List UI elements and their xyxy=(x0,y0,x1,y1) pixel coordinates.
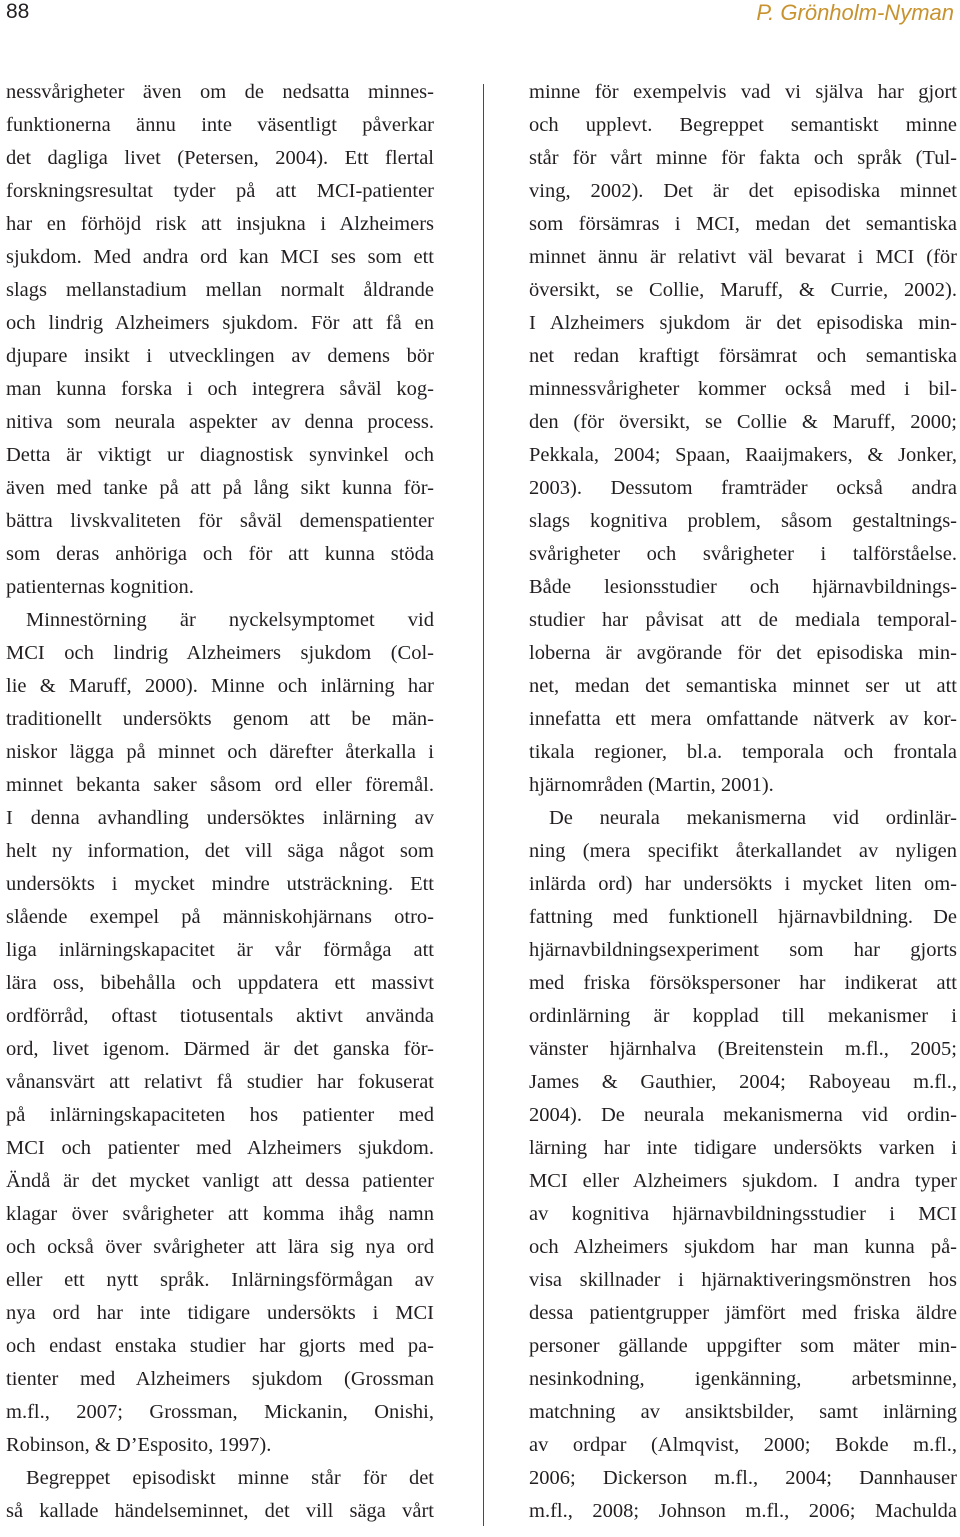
text-line: undersökts i mycket mindre utsträckning. Ett xyxy=(6,873,434,895)
text-line: 2004). De neurala mekanismerna vid ordin- xyxy=(529,1104,957,1126)
text-line: nitiva som neurala aspekter av denna process. xyxy=(6,411,434,433)
text-line: den (för översikt, se Collie & Maruff, 2000; xyxy=(529,411,957,433)
text-line: lära oss, bibehålla och uppdatera ett massivt xyxy=(6,972,434,994)
text-line: MCI och lindrig Alzheimers sjukdom (Col- xyxy=(6,642,434,664)
column-divider xyxy=(483,84,484,1526)
text-line: av kognitiva hjärnavbildningsstudier i MCI xyxy=(529,1203,957,1225)
text-line: som försämras i MCI, medan det semantiska xyxy=(529,213,957,235)
text-line: slags mellanstadium mellan normalt åldrande xyxy=(6,279,434,301)
text-line: dessa patientgrupper jämfört med friska äldre xyxy=(529,1302,957,1324)
text-line: djupare insikt i utvecklingen av demens bör xyxy=(6,345,434,367)
text-line: svårigheter och svårigheter i talförståelse. xyxy=(529,543,957,565)
text-line: minnet bekanta saker såsom ord eller föremål. xyxy=(6,774,434,796)
text-line: loberna är avgörande för det episodiska min- xyxy=(529,642,957,664)
page-number: 88 xyxy=(6,0,30,23)
text-line: man kunna forska i och integrera såväl kog- xyxy=(6,378,434,400)
text-line: vånansvärt att relativt få studier har fokuserat xyxy=(6,1071,434,1093)
text-line: I denna avhandling undersöktes inlärning av xyxy=(6,807,434,829)
text-line: slående exempel på människohjärnans otro- xyxy=(6,906,434,928)
text-line: ord, livet igenom. Därmed är det ganska för- xyxy=(6,1038,434,1060)
text-line: inlärda ord) har undersökts i mycket liten om- xyxy=(529,873,957,895)
text-line: minnessvårigheter kommer också med i bil- xyxy=(529,378,957,400)
text-line: tikala regioner, bl.a. temporala och frontala xyxy=(529,741,957,763)
text-line: De neurala mekanismerna vid ordinlär- xyxy=(549,807,957,829)
text-line: ordinlärning är kopplad till mekanismer i xyxy=(529,1005,957,1027)
text-line: och också över svårigheter att lära sig nya ord xyxy=(6,1236,434,1258)
text-line: nya ord har inte tidigare undersökts i MCI xyxy=(6,1302,434,1324)
text-line: matchning av ansiktsbilder, samt inlärning xyxy=(529,1401,957,1423)
text-line: slags kognitiva problem, såsom gestaltnings- xyxy=(529,510,957,532)
text-line: Robinson, & D’Esposito, 1997). xyxy=(6,1434,272,1456)
text-line: nesinkodning, igenkänning, arbetsminne, xyxy=(529,1368,957,1390)
text-line: så kallade händelseminnet, det vill säga vårt xyxy=(6,1500,434,1522)
text-line: klagar över svårigheter att komma ihåg namn xyxy=(6,1203,434,1225)
text-line: forskningsresultat tyder på att MCI-patienter xyxy=(6,180,434,202)
text-line: 2003). Dessutom framträder också andra xyxy=(529,477,957,499)
text-line: bättra livskvaliteten för såväl demenspatienter xyxy=(6,510,434,532)
text-line: minne för exempelvis vad vi själva har gjort xyxy=(529,81,957,103)
text-line: traditionellt undersökts genom att be män- xyxy=(6,708,434,730)
text-line: fattning med funktionell hjärnavbildning. De xyxy=(529,906,957,928)
text-line: och upplevt. Begreppet semantiskt minne xyxy=(529,114,957,136)
text-line: hjärnområden (Martin, 2001). xyxy=(529,774,774,796)
text-line: och Alzheimers sjukdom har man kunna på- xyxy=(529,1236,957,1258)
text-line: niskor lägga på minnet och därefter återkalla i xyxy=(6,741,434,763)
text-line: har en förhöjd risk att insjukna i Alzheimers xyxy=(6,213,434,235)
text-line: och lindrig Alzheimers sjukdom. För att få en xyxy=(6,312,434,334)
text-line: det dagliga livet (Petersen, 2004). Ett flertal xyxy=(6,147,434,169)
text-line: av ordpar (Almqvist, 2000; Bokde m.fl., xyxy=(529,1434,957,1456)
text-line: översikt, se Collie, Maruff, & Currie, 2002). xyxy=(529,279,957,301)
text-line: innefatta ett mera omfattande nätverk av kor- xyxy=(529,708,957,730)
text-line: med friska försökspersoner har indikerat att xyxy=(529,972,957,994)
running-head xyxy=(0,0,960,34)
text-line: på inlärningskapaciteten hos patienter med xyxy=(6,1104,434,1126)
text-line: MCI och patienter med Alzheimers sjukdom. xyxy=(6,1137,434,1159)
text-line: även med tanke på att på lång sikt kunna för- xyxy=(6,477,434,499)
text-line: m.fl., 2007; Grossman, Mickanin, Onishi, xyxy=(6,1401,434,1423)
text-line: m.fl., 2008; Johnson m.fl., 2006; Machulda xyxy=(529,1500,957,1522)
text-line: och endast enstaka studier har gjorts med pa- xyxy=(6,1335,434,1357)
text-line: net, medan det semantiska minnet ser ut att xyxy=(529,675,957,697)
text-line: nessvårigheter även om de nedsatta minnes- xyxy=(6,81,434,103)
text-line: net redan kraftigt försämrat och semantiska xyxy=(529,345,957,367)
text-line: funktionerna ännu inte väsentligt påverkar xyxy=(6,114,434,136)
text-line: står för vårt minne för fakta och språk (Tul- xyxy=(529,147,957,169)
text-line: MCI eller Alzheimers sjukdom. I andra typer xyxy=(529,1170,957,1192)
text-line: Ändå är det mycket vanligt att dessa patienter xyxy=(6,1170,434,1192)
right-column xyxy=(529,76,957,1528)
text-line: ning (mera specifikt återkallandet av nyligen xyxy=(529,840,957,862)
text-line: personer gällande uppgifter som mäter min- xyxy=(529,1335,957,1357)
text-line: helt ny information, det vill säga något som xyxy=(6,840,434,862)
text-line: tienter med Alzheimers sjukdom (Grossman xyxy=(6,1368,434,1390)
running-head-author: P. Grönholm-Nyman xyxy=(756,0,954,25)
text-line: studier har påvisat att de mediala temporal- xyxy=(529,609,957,631)
text-line: ordförråd, oftast tiotusentals aktivt använda xyxy=(6,1005,434,1027)
text-line: Minnestörning är nyckelsymptomet vid xyxy=(26,609,434,631)
text-line: visa skillnader i hjärnaktiveringsmönstren hos xyxy=(529,1269,957,1291)
text-line: Begreppet episodiskt minne står för det xyxy=(26,1467,434,1489)
text-line: I Alzheimers sjukdom är det episodiska min- xyxy=(529,312,957,334)
text-line: 2006; Dickerson m.fl., 2004; Dannhauser xyxy=(529,1467,957,1489)
text-line: liga inlärningskapacitet är vår förmåga att xyxy=(6,939,434,961)
text-line: eller ett nytt språk. Inlärningsförmågan av xyxy=(6,1269,434,1291)
text-line: ving, 2002). Det är det episodiska minnet xyxy=(529,180,957,202)
text-line: vänster hjärnhalva (Breitenstein m.fl., 2005; xyxy=(529,1038,957,1060)
text-line: James & Gauthier, 2004; Raboyeau m.fl., xyxy=(529,1071,957,1093)
left-column xyxy=(6,76,434,1528)
text-line: hjärnavbildningsexperiment som har gjorts xyxy=(529,939,957,961)
text-line: minnet ännu är relativt väl bevarat i MCI (för xyxy=(529,246,957,268)
text-line: patienternas kognition. xyxy=(6,576,194,598)
text-line: lärning har inte tidigare undersökts varken i xyxy=(529,1137,957,1159)
text-line: sjukdom. Med andra ord kan MCI ses som ett xyxy=(6,246,434,268)
text-line: Pekkala, 2004; Spaan, Raaijmakers, & Jonker, xyxy=(529,444,957,466)
text-line: lie & Maruff, 2000). Minne och inlärning har xyxy=(6,675,434,697)
text-line: som deras anhöriga och för att kunna stöda xyxy=(6,543,434,565)
text-line: Både lesionsstudier och hjärnavbildnings- xyxy=(529,576,957,598)
text-line: Detta är viktigt ur diagnostisk synvinkel och xyxy=(6,444,434,466)
